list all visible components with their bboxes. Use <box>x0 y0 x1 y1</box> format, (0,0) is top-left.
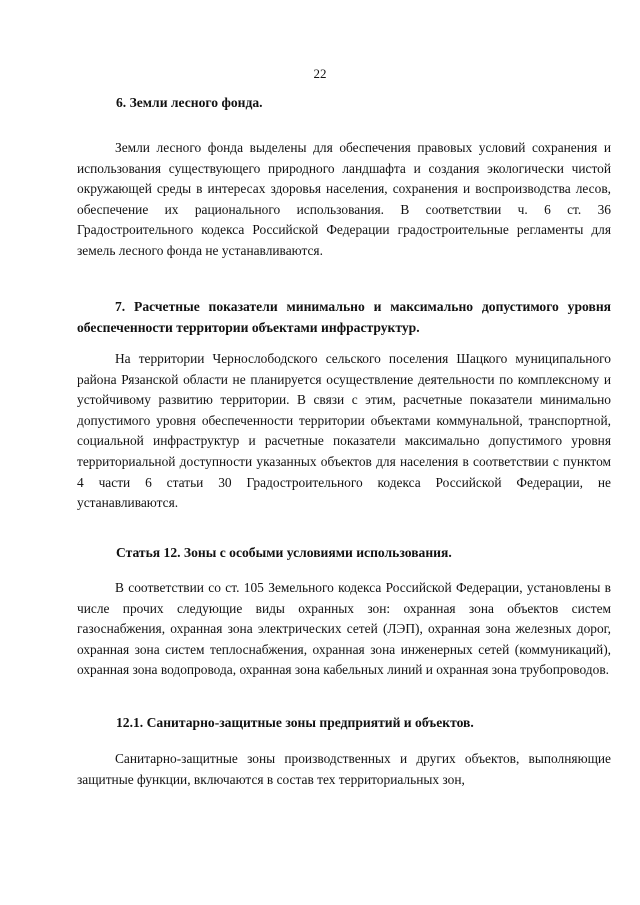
page-number: 22 <box>313 66 327 81</box>
paragraph-infrastructure-indicators: На территории Чернослободского сельского поселения Шацкого муниципального района Рязанской области не планируется осуществление деятельности по комплексному и устойчивому развитию территории. В связи с этим, расчетные показатели минимально допустимого уровня обеспеченности территории объектами коммунальной, транспортной, социальной инфраструктур и расчетные показатели максимально допустимого уровня территориальной доступности указанных объектов для населения в соответствии с пунктом 4 части 6 статьи 30 Градостроительного кодекса Российской Федерации, не устанавливаются. <box>77 351 611 511</box>
section-heading-article-12: Статья 12. Зоны с особыми условиями использования. <box>116 545 452 560</box>
section-heading-sanitary-zones: 12.1. Санитарно-защитные зоны предприятий и объектов. <box>116 715 474 730</box>
paragraph-forest-lands: Земли лесного фонда выделены для обеспечения правовых условий сохранения и использования существующего природного ландшафта и создания экологически чистой окружающей среды в интересах здоровья населения, сохранения и воспроизводства лесов, обеспечение их рационального использования. В соответствии ч. 6 ст. 36 Градостроительного кодекса Российской Федерации градостроительные регламенты для земель лесного фонда не устанавливаются. <box>77 140 611 258</box>
paragraph-article-12: В соответствии со ст. 105 Земельного кодекса Российской Федерации, установлены в числе прочих следующие виды охранных зон: охранная зона объектов систем газоснабжения, охранная зона электрических сетей (ЛЭП), охранная зона железных дорог, охранная зона систем теплоснабжения, охранная зона инженерных сетей (коммуникаций), охранная зона водопровода, охранная зона кабельных линий и охранная зона трубопроводов. <box>77 580 611 678</box>
paragraph-sanitary-zones: Санитарно-защитные зоны производственных и других объектов, выполняющие защитные функции, включаются в состав тех территориальных зон, <box>77 751 611 787</box>
section-heading-infrastructure-indicators: 7. Расчетные показатели минимально и максимально допустимого уровня обеспеченности территории объектами инфраструктур. <box>77 299 611 335</box>
section-heading-forest-lands: 6. Земли лесного фонда. <box>116 95 263 110</box>
